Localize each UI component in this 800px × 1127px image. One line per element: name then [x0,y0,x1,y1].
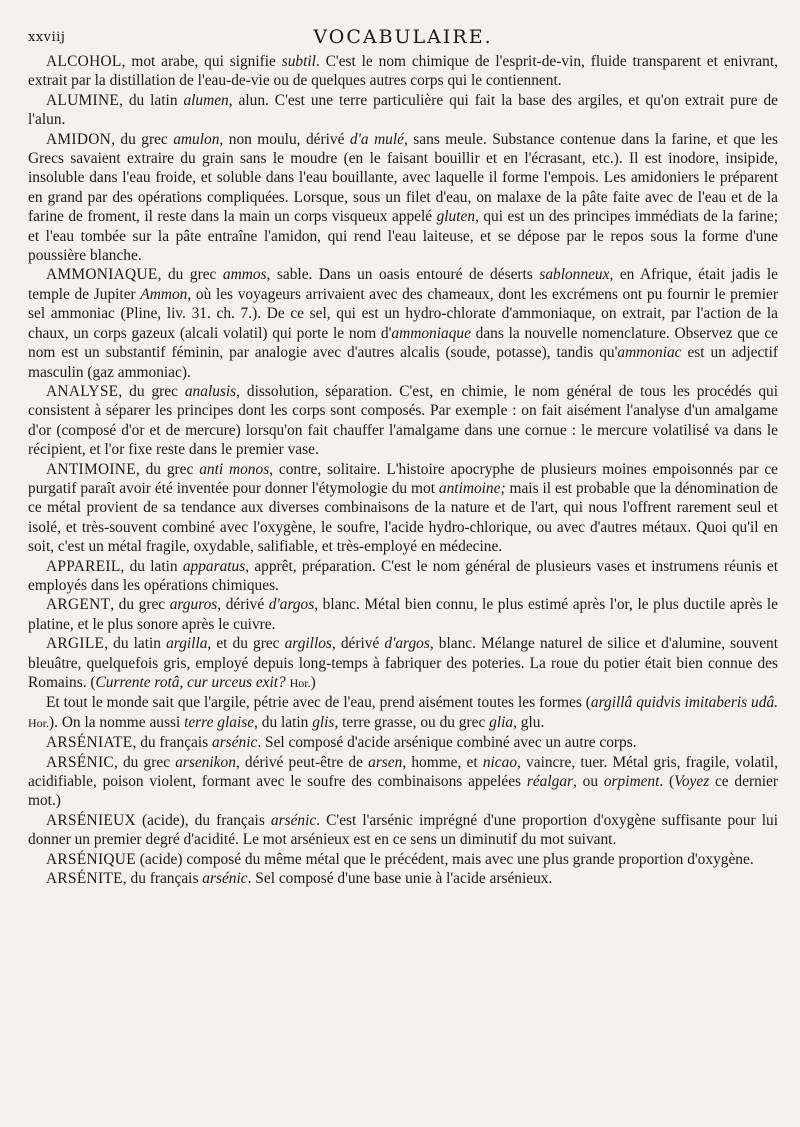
entry-text: , dérivé [217,596,269,614]
entry-text: , dissolution, séparation. C'est, en chimie, le nom général de tous les procédés qui consistent à séparer les principes dont les corps sont composés. Par exemple : on fait aisément l'analyse d'un amalgame d'or (composé d'or et de mercure) lorsqu'on fait chauffer l'amalgame dans une cornue : le mercure volatilisé va dans le récipient, et l'or fixe reste dans le premier vase. [28,382,779,459]
italic-term: d'argos [384,635,430,653]
entry-text: . C'est le nom chimique de l'esprit-de-vin, fluide transparent et enivrant, extrait par la distillation de l'eau-de-vie ou de quelques autres corps qui le contiennent. [28,53,778,90]
italic-term: arsenikon [175,753,236,771]
italic-term: Ammon [140,285,188,303]
entry-text: , sable. Dans un oasis entouré de déserts [266,266,540,284]
italic-term: analusis [184,382,237,400]
headword: ARSÉNIC [46,753,114,771]
entry-text: , non moulu, dérivé [219,130,350,148]
entry-text: est un adjectif masculin (gaz ammoniac). [28,344,778,381]
entry-text: ce dernier mot.) [28,773,779,810]
entry-text: , blanc. Métal bien connu, le plus estimé après l'or, le plus ductile après le platine, et le plus sonore après le cuivre. [28,596,779,633]
entry-text: , dérivé peut-être de [235,753,369,771]
entry-text: , ou [573,773,604,791]
entry-text: , du grec [118,382,185,400]
entry-text: , sans meule. Substance contenue dans la farine, et que les Grecs savaient extraire du grain sans le moudre (en le faisant bouillir et en l'écrasant, etc.). Il est inodore, insipide, insoluble dans l'eau froide, et soluble dans l'eau bouillante, avec laquelle il forme l'empois. Les amidoniers le préparent en grand par des opérations compliquées. Lorsque, sous un filet d'eau, on malaxe de la pâte faite avec de l'eau et de la farine de froment, il reste dans la main un corps visqueux appelé [28,130,778,226]
italic-term: alumen [183,91,229,109]
italic-term: glia [489,713,514,731]
entry-text: , contre, solitaire. L'histoire apocryphe de plusieurs moines empoisonnés par ce purgatif paraît avoir été inventée pour donner l'étymologie du mot [28,460,779,497]
italic-term: arsen [368,753,403,771]
entry-text: , du grec [113,753,176,771]
italic-term: anti monos [199,460,270,478]
vocabulary-entry [28,265,778,381]
entry-text: (acide) composé du même métal que le précédent, mais avec une plus grande proportion d'oxygène. [135,850,754,868]
headword: ALUMINE [46,91,120,109]
italic-term: terre glaise [184,713,255,731]
entry-text: . ( [659,773,675,791]
vocabulary-entry [28,460,778,557]
entry-text: , glu. [513,713,545,731]
entry-text: , du français [132,734,212,752]
headword: APPAREIL [46,557,121,575]
italic-term: réalgar [526,773,574,791]
vocabulary-entry [28,52,778,91]
headword: AMMONIAQUE [46,266,158,284]
entry-text: dans la nouvelle nomenclature. Observez que ce nom est un substantif féminin, par analogie avec d'autres alcalis (soude, potasse), tandis qu' [28,324,778,362]
entry-text: , alun. C'est une terre particulière qui fait la base des argiles, et qu'on extrait pure de l'alun. [28,91,778,129]
italic-term: amulon [173,130,220,148]
italic-term: sablonneux [539,266,610,284]
headword: ARSÉNIATE [46,734,133,752]
entry-text: ) [310,674,316,691]
vocabulary-entry [28,130,778,266]
page-title: VOCABULAIRE. [313,26,493,48]
vocabulary-entry [28,634,778,693]
headword: ARSÉNIEUX [46,811,136,829]
entry-text: , du grec [110,596,170,614]
vocabulary-entry [28,811,778,850]
citation-author: Hor. [289,676,311,690]
italic-term: Voyez [674,773,710,791]
italic-term: ammoniaque [391,324,471,342]
headword: ARGILE [46,635,105,653]
citation-author: Hor. [28,715,49,730]
headword: ANALYSE [46,382,119,400]
italic-term: apparatus [182,557,246,575]
entry-text: , en Afrique, était jadis le temple de Jupiter [28,266,778,303]
vocabulary-entry [28,595,778,634]
entry-text: , dérivé [331,635,385,653]
entry-text: Et tout le monde sait que l'argile, pétrie avec de l'eau, prend aisément toutes les formes ( [46,694,591,712]
italic-term: Currente rotâ, cur urceus exit? [95,674,286,691]
entry-text: , du latin [254,713,313,731]
page-number: xxviij [28,30,66,45]
italic-term: antimoine; [438,479,506,497]
italic-term: glis [312,713,335,731]
italic-term: arsénic [202,870,248,888]
vocabulary-entry [28,733,778,752]
entry-text: . Sel composé d'acide arsénique combiné avec un autre corps. [257,734,637,752]
italic-term: ammos [222,266,267,284]
entry-text: . Sel composé d'une base unie à l'acide arsénieux. [247,870,553,888]
entry-text: , du grec [135,460,200,478]
vocabulary-entry [28,850,778,869]
vocabulary-entry [28,382,778,460]
italic-term: orpiment [603,773,660,791]
entry-text: . C'est l'arsénic imprégné d'une proportion d'oxygène suffisante pour lui donner un premier degré d'acidité. Le mot arsénieux est en ce sens un diminutif du mot suivant. [28,811,778,849]
vocabulary-entry [28,557,778,596]
italic-term: arsénic [270,811,317,829]
italic-term: ammoniac [617,344,682,362]
vocabulary-entry [28,869,778,888]
entry-text: , qui est un des principes immédiats de la farine; et l'eau tombée sur la pâte entraîne l'amidon, qui rend l'eau laiteuse, et se dépose par le repos sous la forme d'une poussière blanche. [28,208,778,265]
headword: AMIDON [46,130,112,148]
headword: ARSÉNIQUE [46,850,136,868]
entry-text: , du latin [120,557,183,575]
italic-term: argillâ quidvis imitaberis udâ. [590,694,778,712]
entry-text: mais il est probable que la dénomination de ce métal provient de sa tendance aux diverses combinaisons de la nature et de l'art, qui nous l'offrent rarement seul et isolé, et très-souvent combiné avec l'oxygène, le soufre, l'acide hydro-chlorique, ou avec d'autres métaux. Quoi qu'il en soit, c'est un métal fragile, oxydable, salifiable, et très-employé en médecine. [28,479,778,556]
entry-text: , mot arabe, qui signifie [121,53,282,70]
entry-text: , blanc. Mélange naturel de silice et d'alumine, souvent bleuâtre, quelquefois gris, employé depuis long-temps à fabriquer des poteries. La roue du potier était bien connue des Romains. ( [28,635,778,691]
italic-term: arsénic [212,734,258,752]
headword: ANTIMOINE [46,460,136,478]
entry-text: , terre grasse, ou du grec [334,713,490,731]
entry-text: , apprêt, préparation. C'est le nom général de plusieurs vases et instrumens réunis et employés dans les opérations chimiques. [28,557,778,594]
headword: ARGENT [46,596,111,614]
headword: ALCOHOL [46,53,122,70]
entry-text: , du grec [157,266,223,284]
italic-term: argilla [166,635,208,653]
italic-term: gluten [436,208,476,226]
entry-text: , et du grec [207,635,285,653]
vocabulary-entry [28,753,778,811]
vocabulary-entry [28,693,778,733]
running-head [28,12,778,52]
italic-term: arguros [169,596,218,614]
vocabulary-entry [28,91,778,130]
italic-term: subtil [281,53,316,70]
vocabulary-entries [28,52,778,888]
italic-term: d'a mulé [349,130,404,148]
italic-term: nicao [482,753,518,771]
headword: ARSÉNITE [46,870,123,888]
italic-term: d'argos [268,596,315,614]
entry-text: ). On la nomme aussi [49,713,185,731]
entry-text: , vaincre, tuer. Métal gris, fragile, volatil, acidifiable, poison violent, formant avec le soufre des combinaisons appelées [28,753,778,791]
italic-term: argillos [284,635,332,653]
entry-text: , du grec [111,130,174,148]
entry-text: , où les voyageurs arrivaient avec des chameaux, dont les excrémens ont pu fournir le premier sel ammoniac (Pline, liv. 31. ch. 7.). De ce sel, qui est un hydro-chlorate d'ammoniaque, on extrait, par l'action de la chaux, un corps gazeux (alcali volatil) qui porte le nom d' [28,285,778,342]
entry-text: (acide), du français [135,811,271,829]
entry-text: , du latin [104,635,167,653]
entry-text: , homme, et [402,753,483,771]
entry-text: , du latin [119,91,184,109]
entry-text: , du français [122,870,203,888]
